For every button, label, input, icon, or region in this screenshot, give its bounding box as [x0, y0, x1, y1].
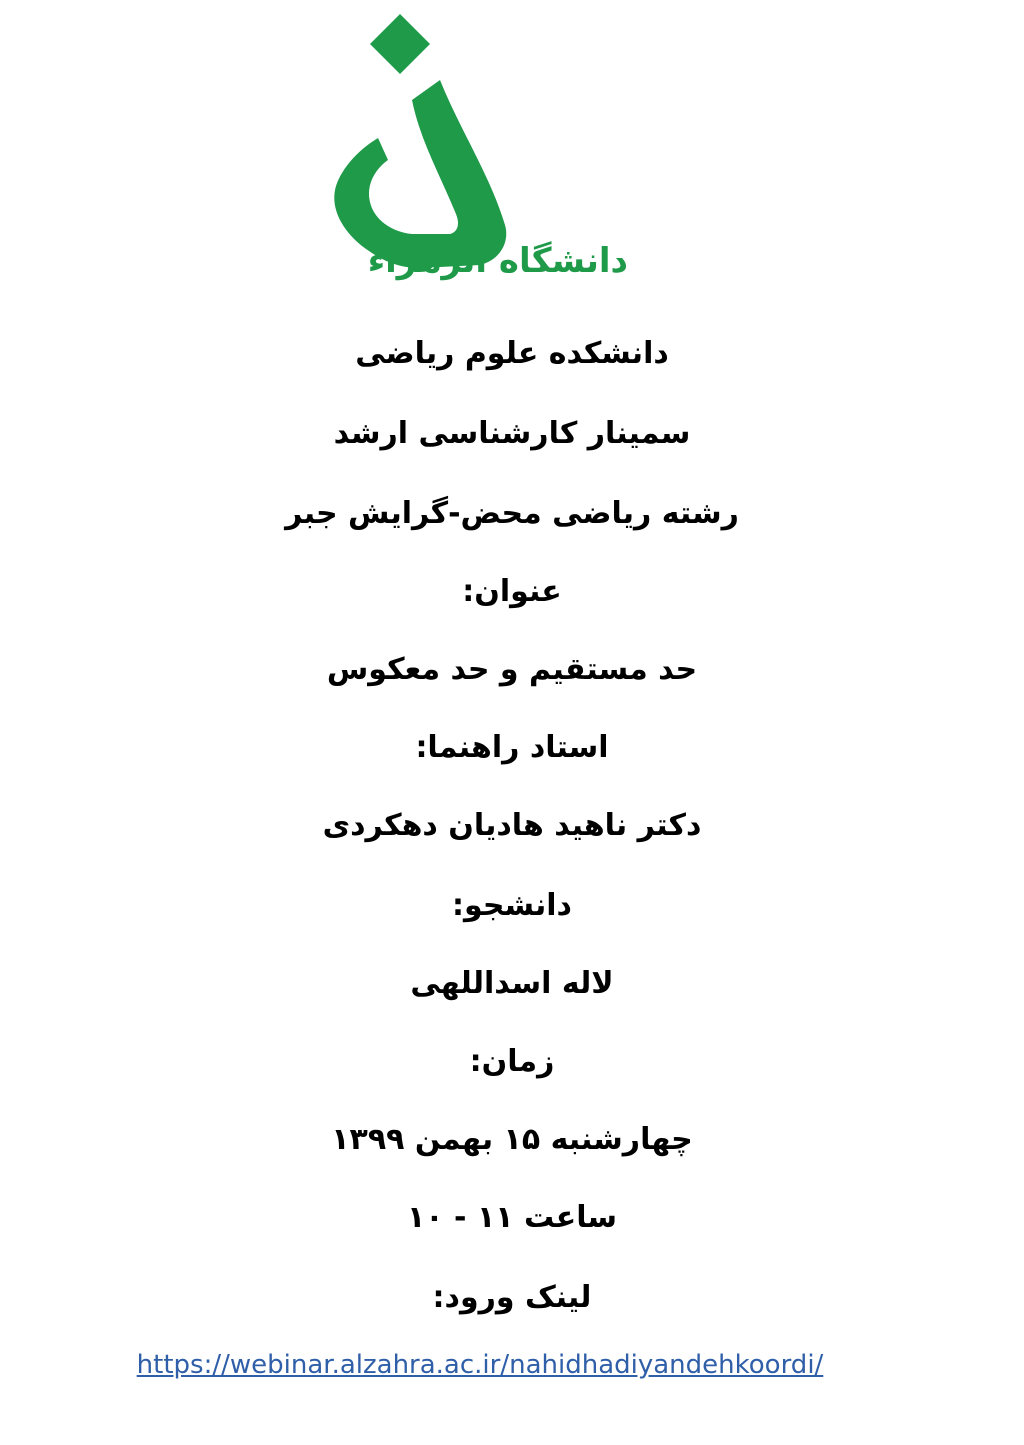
logo-diamond-shape — [370, 14, 430, 74]
faculty-line: دانشکده علوم ریاضی — [355, 336, 669, 371]
logo-small-diamond-shape — [374, 180, 408, 212]
title-label: عنوان: — [462, 574, 562, 609]
advisor-label: استاد راهنما: — [415, 730, 609, 765]
hour-value: ساعت ۱۱ - ۱۰ — [406, 1200, 618, 1235]
student-value: لاله اسداللهی — [410, 966, 614, 1001]
webinar-link[interactable]: https://webinar.alzahra.ac.ir/nahidhadiyandehkoordi/ — [136, 1350, 824, 1380]
logo-text: دانشگاه الزهراء — [367, 241, 628, 281]
date-value: چهارشنبه ۱۵ بهمن ۱۳۹۹ — [331, 1122, 693, 1157]
logo-swoosh-shape — [334, 80, 506, 268]
seminar-line: سمینار کارشناسی ارشد — [333, 416, 691, 451]
time-label: زمان: — [469, 1044, 555, 1079]
title-value: حد مستقیم و حد معکوس — [326, 652, 698, 687]
student-label: دانشجو: — [452, 888, 572, 923]
field-line: رشته ریاضی محض-گرایش جبر — [285, 496, 739, 531]
link-label: لینک ورود: — [432, 1280, 592, 1315]
advisor-value: دکتر ناهید هادیان دهکردی — [322, 808, 702, 843]
alzahra-university-logo — [300, 10, 650, 300]
